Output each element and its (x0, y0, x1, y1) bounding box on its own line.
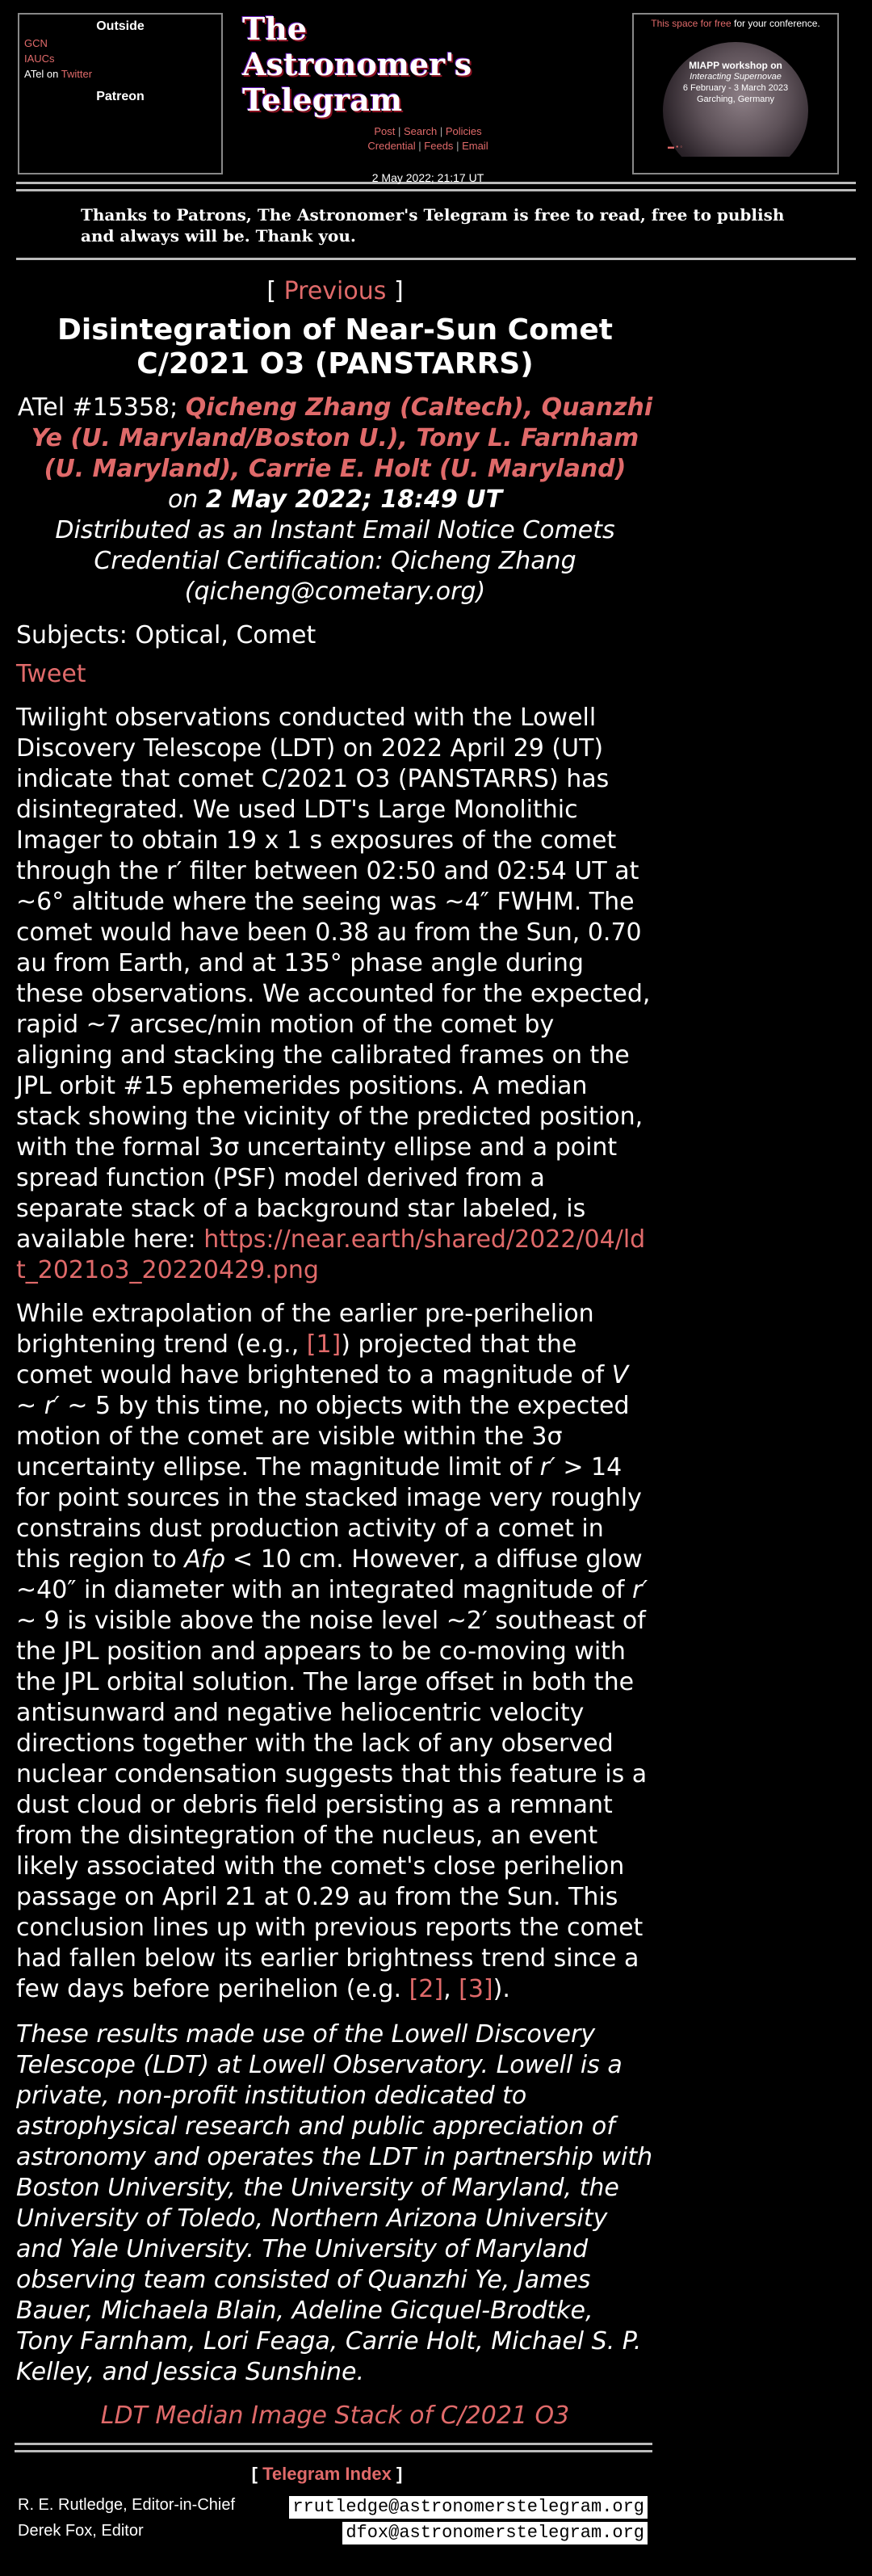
editor: Derek Fox, Editor (18, 2522, 144, 2540)
editor-row (18, 2522, 654, 2548)
ad-line4: Garching, Germany (697, 95, 774, 104)
conference-ad-image[interactable] (655, 36, 816, 157)
ad-free-link[interactable]: This space for free (651, 18, 732, 29)
para2-symbol: r′ (539, 1453, 555, 1481)
telegram-title: Disintegration of Near-Sun Comet C/2021 O3 (PANSTARRS) (57, 313, 613, 380)
para2-text: ~ 9 is visible above the noise level ~2′ southeast of the JPL position and appears to be co-moving with the JPL orbital solution. The large offset in both the antisunward and negative heliocentric velocity directions together with the lack of any observed nuclear condensation suggests that this feature is a dust cloud or debris field persisting as a remnant from the disintegration of the nucleus, an event likely associated with the comet's close perihelion passage on April 21 at 0.29 au from the Sun. This conclusion lines up with previous reports the comet had fallen below its earlier brightness trend since a few days before perihelion (e.g. (16, 1607, 648, 2003)
para2-symbol: V (611, 1361, 629, 1389)
para2-text: > 14 for point sources in the stacked image very roughly constrains dust production activity of a comet in this region to (16, 1453, 642, 1574)
site-title-block (242, 11, 614, 184)
credential-line: Credential Certification: Qicheng Zhang (qicheng@cometary.org) (94, 547, 576, 606)
body-paragraph-2 (16, 1299, 654, 2005)
bracket-close: ] (396, 2464, 403, 2484)
nav-post[interactable]: Post (374, 125, 396, 137)
post-date: 2 May 2022; 18:49 UT (205, 485, 503, 514)
para2-text: ). (493, 1975, 510, 2003)
nav-separator: | (439, 125, 443, 137)
editor-row (18, 2496, 654, 2522)
sponsor-logos-icon: ▬ ▪ ◦ (668, 143, 683, 150)
patreon-link[interactable]: Patreon (96, 90, 145, 103)
para2-text: ~ 5 by this time, no objects with the expected motion of the comet are visible within the 3σ uncertainty ellipse. The magnitude limit of (16, 1392, 630, 1481)
nav-feeds[interactable]: Feeds (424, 140, 454, 152)
ad-line3: 6 February - 3 March 2023 (682, 83, 789, 93)
para2-text: ~ (16, 1392, 44, 1420)
outside-heading: Outside (96, 19, 145, 33)
editors-block (0, 2496, 654, 2548)
outside-links-box (18, 13, 223, 174)
iaucs-link[interactable]: IAUCs (24, 53, 55, 65)
body-paragraph-1 (16, 703, 654, 1286)
subjects-line: Subjects: Optical, Comet (16, 621, 317, 649)
telegram-index-nav (0, 2452, 654, 2496)
site-title-line2: Astronomer's Telegram (242, 46, 472, 118)
para2-text: < 10 cm. However, a diffuse glow ~40″ in diameter with an integrated magnitude of (16, 1545, 643, 1604)
image-stack-link[interactable]: LDT Median Image Stack of C/2021 O3 (100, 2402, 570, 2430)
atel-number: ATel #15358; (17, 393, 178, 422)
nav-email[interactable]: Email (462, 140, 488, 152)
bracket-open: [ (251, 2464, 258, 2484)
bracket-close: ] (393, 277, 404, 305)
para2-text: ) projected that the comet would have brightened to a magnitude of (16, 1330, 612, 1389)
acknowledgement-paragraph: These results made use of the Lowell Discovery Telescope (LDT) at Lowell Observatory. Lowell is a private, non-profit institution dedicated to astrophysical research and public appreciation of astronomy and operates the LDT in partnership with Boston University, the University of Maryland, the University of Toledo, Northern Arizona University and Yale University. The University of Maryland observing team consisted of Quanzhi Ye, James Bauer, Michaela Blain, Adeline Gicquel-Brodtke, Tony Farnham, Lori Feaga, Carrie Holt, Michael S. P. Kelley, and Jessica Sunshine. (16, 2020, 653, 2386)
site-nav (242, 124, 614, 153)
ad-line2: Interacting Supernovae (690, 72, 782, 82)
para2-symbol: Afρ (184, 1545, 225, 1574)
gcn-link[interactable]: GCN (24, 37, 48, 49)
tweet-button[interactable]: Tweet (16, 660, 86, 688)
conference-ad-box[interactable] (632, 13, 839, 174)
para2-text: While extrapolation of the earlier pre-perihelion brightening trend (e.g., (16, 1300, 594, 1359)
para2-text: , (443, 1975, 459, 2003)
nav-separator: | (418, 140, 421, 152)
para2-symbol: r′ (631, 1576, 648, 1604)
ref-1-link[interactable]: [1] (306, 1330, 342, 1359)
site-title-line1: The (242, 11, 308, 47)
telegram-content (0, 276, 654, 2431)
nav-policies[interactable]: Policies (445, 125, 482, 137)
median-stack-link[interactable]: https://near.earth/shared/2022/04/ldt_2021o3_20220429.png (16, 1225, 646, 1284)
para1-text: Twilight observations conducted with the Lowell Discovery Telescope (LDT) on 2022 April 29 (UT) indicate that comet C/2021 O3 (PANSTARRS) has disintegrated. We used LDT's Large Monolithic Imager to obtain 19 x 1 s exposures of the comet through the r′ filter between 02:50 and 02:54 UT at ~6° altitude where the seeing was ~4″ FWHM. The comet would have been 0.38 au from the Sun, 0.70 au from Earth, and at 135° phase angle during these observations. We accounted for the expected, rapid ~7 arcsec/min motion of the comet by aligning and stacking the calibrated frames on the JPL orbit #15 ephemerides positions. A median stack showing the vicinity of the predicted position, with the formal 3σ uncertainty ellipse and a point spread function (PSF) model derived from a separate stack of a background star labeled, is available here: (16, 704, 651, 1254)
twitter-link[interactable]: Twitter (61, 68, 93, 80)
patron-thanks: Thanks to Patrons, The Astronomer's Telegram is free to read, free to publish and always will be. Thank you. (81, 205, 785, 246)
footer-divider-top (15, 2443, 652, 2445)
on-label: on (167, 485, 199, 514)
bracket-open: [ (266, 277, 277, 305)
thanks-divider (16, 258, 856, 260)
ad-rest-text: for your conference. (733, 18, 820, 29)
ad-line1: MIAPP workshop on (689, 60, 782, 71)
nav-separator: | (456, 140, 459, 152)
editor-in-chief: R. E. Rutledge, Editor-in-Chief (18, 2496, 236, 2514)
ad-text (655, 60, 816, 105)
previous-nav (16, 276, 654, 307)
para2-symbol: r′ (44, 1392, 60, 1420)
authors-link[interactable]: Qicheng Zhang (Caltech), Quanzhi Ye (U. Maryland/Boston U.), Tony L. Farnham (U. Maryland), Carrie E. Holt (U. Maryland) (31, 393, 653, 483)
previous-link[interactable]: Previous (283, 277, 387, 305)
nav-separator: | (397, 125, 401, 137)
ref-3-link[interactable]: [3] (459, 1975, 493, 2003)
distribution-line: Distributed as an Instant Email Notice Comets (55, 516, 615, 544)
editor-email[interactable]: dfox@astronomerstelegram.org (342, 2522, 648, 2544)
page-header (0, 0, 872, 182)
author-block (16, 393, 654, 607)
current-date: 2 May 2022; 21:17 UT (371, 171, 484, 184)
nav-credential[interactable]: Credential (367, 140, 416, 152)
ref-2-link[interactable]: [2] (409, 1975, 444, 2003)
editor-in-chief-email[interactable]: rrutledge@astronomerstelegram.org (289, 2496, 648, 2519)
nav-search[interactable]: Search (404, 125, 438, 137)
site-title[interactable] (242, 11, 614, 118)
telegram-index-link[interactable]: Telegram Index (262, 2464, 392, 2484)
ad-heading (637, 18, 834, 29)
atel-on-label: ATel on (24, 68, 59, 80)
